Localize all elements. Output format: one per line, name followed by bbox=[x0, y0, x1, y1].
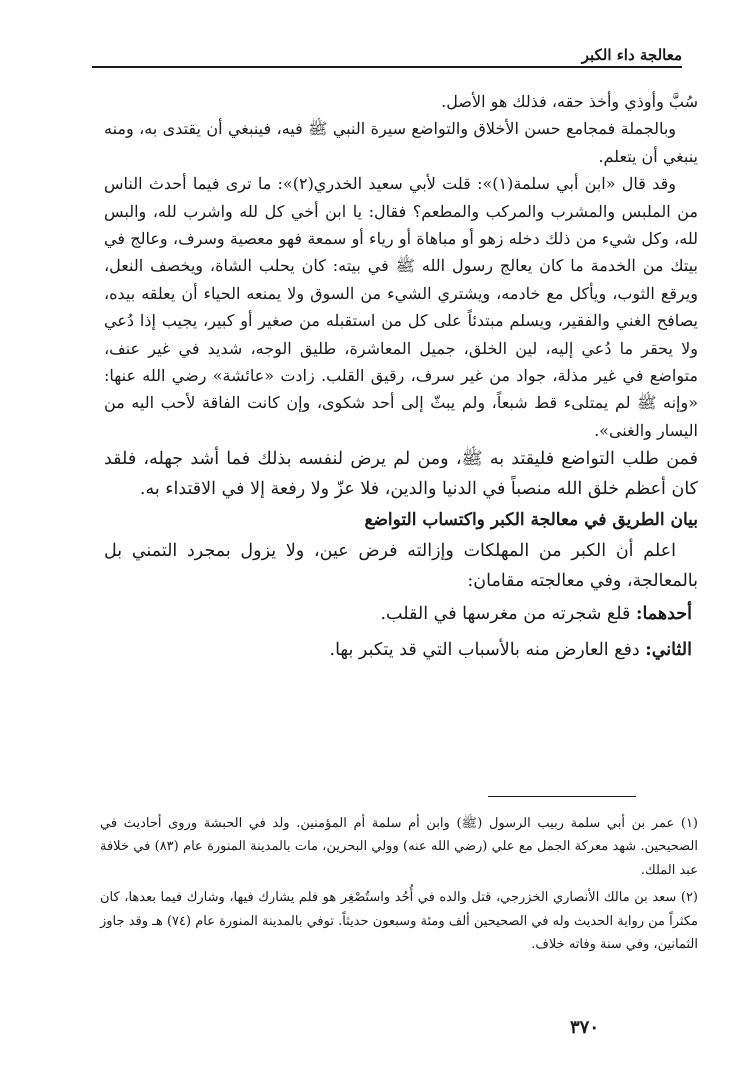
paragraph-4: فمن طلب التواضع فليقتد به ﷺ، ومن لم يرض لنفسه بذلك فما أشد جهله، فلقد كان أعظم خلق الله منصباً في الدنيا والدين، فلا عزّ ولا رفعة إلا في الاقتداء به. bbox=[104, 449, 698, 500]
paragraph-1: سُبَّ وأوذي وأخذ حقه، فذلك هو الأصل. bbox=[441, 92, 698, 111]
point-1-text: قلع شجرته من مغرسها في القلب. bbox=[380, 604, 631, 625]
point-2 bbox=[104, 632, 698, 668]
footnote-2: (٢) سعد بن مالك الأنصاري الخزرجي، قتل والده في أُحُد واستُصْغِر هو فلم يشارك فيها، وشارك فيما بعدها، كان مكثراً من رواية الحديث وله في الصحيحين ألف ومئة وسبعون حديثاً. توفي بالمدينة المنورة عام (٧٤) هـ وقد جاوز الثمانين، وفي سنة وفاته خلاف. bbox=[100, 890, 698, 953]
page-number: ٣٧٠ bbox=[570, 1017, 600, 1038]
point-1 bbox=[104, 596, 698, 632]
footnote-divider bbox=[488, 796, 636, 797]
running-header bbox=[92, 44, 682, 68]
paragraph-2: وبالجملة فمجامع حسن الأخلاق والتواضع سيرة النبي ﷺ فيه، فينبغي أن يقتدى به، ومنه ينبغي أن يتعلم. bbox=[104, 119, 698, 166]
paragraph-3: وقد قال «ابن أبي سلمة(١)»: قلت لأبي سعيد الخدري(٢)»: ما ترى فيما أحدث الناس من الملبس والمشرب والمركب والمطعم؟ فقال: يا ابن أخي كل لله واشرب لله، والبس لله، وكل شيء من ذلك دخله زهو أو مباهاة أو رياء أو سمعة فهو معصية وسرف، وعالج في بيتك من الخدمة ما كان يعالج رسول الله ﷺ في بيته: كان يحلب الشاة، ويخصف النعل، ويرقع الثوب، ويأكل مع خادمه، ويشتري الشيء من السوق ولا يمنعه الحياء أن يعلقه بيده، يصافح الغني والفقير، ويسلم مبتدئاً على كل من استقبله من صغير أو كبير، يجيب إذا دُعي ولا يحقر ما دُعي إليه، لين الخلق، جميل المعاشرة، طليق الوجه، شديد في غير عنف، متواضع في غير مذلة، جواد من غير سرف، رقيق القلب. زادت «عائشة» رضي الله عنها: «وإنه ﷺ لم يمتلىء قط شبعاً، ولم يبثّ إلى أحد شكوى، وإن كانت الفاقة لأحب اليه من اليسار والغنى». bbox=[104, 174, 699, 440]
main-text bbox=[104, 88, 698, 668]
header-title: معالجة داء الكبر bbox=[581, 46, 682, 64]
footnotes bbox=[100, 812, 698, 960]
point-2-text: دفع العارض منه بالأسباب التي قد يتكبر بها. bbox=[329, 640, 640, 661]
point-2-label: الثاني: bbox=[645, 640, 692, 661]
paragraph-5: اعلم أن الكبر من المهلكات وإزالته فرض عين، ولا يزول بمجرد التمني بل بالمعالجة، وفي معالجته مقامان: bbox=[104, 541, 698, 592]
section-heading: بيان الطريق في معالجة الكبر واكتساب التواضع bbox=[364, 510, 698, 531]
footnote-1: (١) عمر بن أبي سلمة ربيب الرسول (ﷺ) وابن أم سلمة أم المؤمنين. ولد في الحبشة وروى أحاديث في الصحيحين. شهد معركة الجمل مع علي (رضي الله عنه) وولي البحرين، مات بالمدينة المنورة عام (٨٣) في خلافة عبد الملك. bbox=[100, 816, 698, 878]
point-1-label: أحدهما: bbox=[635, 604, 692, 625]
